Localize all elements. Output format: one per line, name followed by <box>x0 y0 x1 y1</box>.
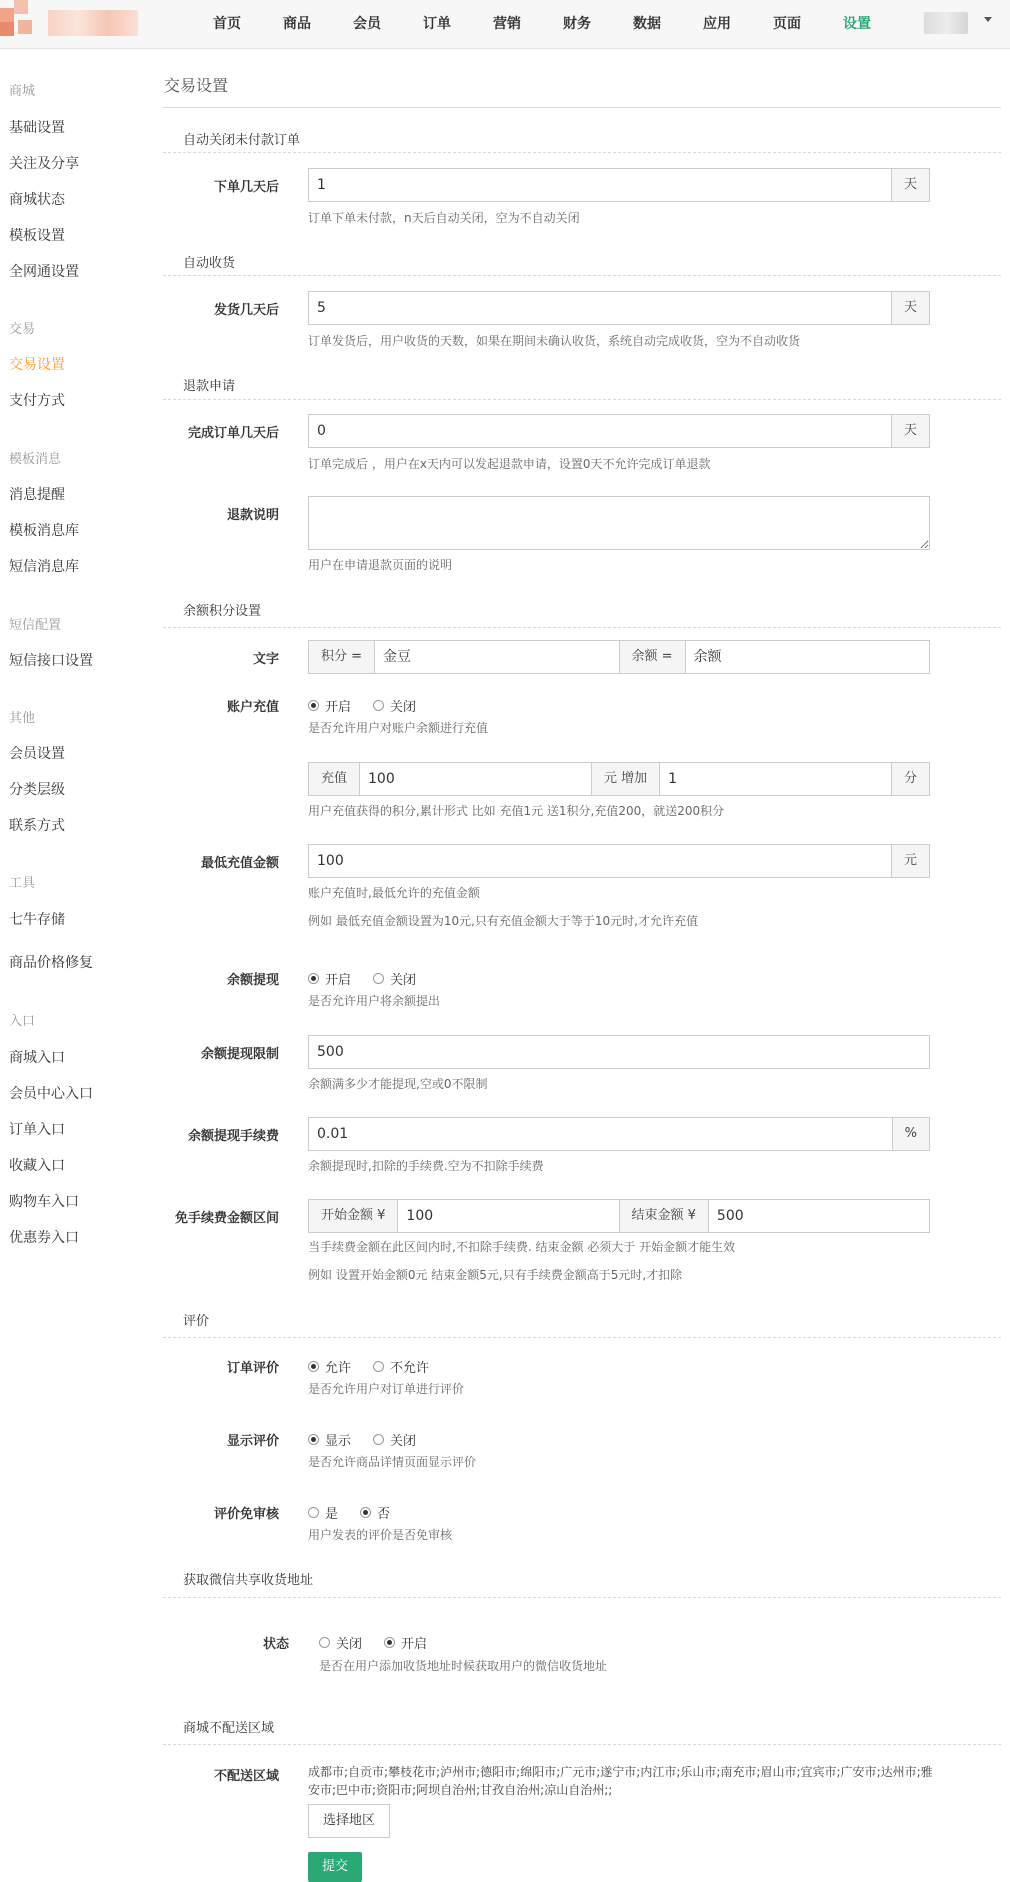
radio-checked-icon[interactable] <box>308 973 319 984</box>
fee-free-range-inputs <box>308 1199 930 1233</box>
radio-option-disable[interactable] <box>373 696 416 715</box>
sidebar-item-cart-entry[interactable]: 购物车入口 <box>9 1194 79 1210</box>
field-label: 显示评价 <box>226 1434 279 1449</box>
input-value[interactable]: 1 <box>317 177 326 193</box>
radio-option-enable[interactable] <box>308 696 351 715</box>
nav-apps[interactable]: 应用 <box>703 16 731 32</box>
nav-finance[interactable]: 财务 <box>563 16 591 32</box>
field-label: 余额提现 <box>226 973 279 988</box>
radio-option-disable[interactable] <box>373 969 416 988</box>
radio-option-yes[interactable] <box>308 1503 338 1522</box>
sidebar-item-favorite-entry[interactable]: 收藏入口 <box>9 1158 65 1174</box>
help-text: 是否在用户添加收货地址时候获取用户的微信收货地址 <box>319 1659 608 1673</box>
radio-option-disallow[interactable] <box>373 1357 429 1376</box>
min-recharge-input[interactable] <box>308 844 930 878</box>
help-text: 是否允许商品详情页面显示评价 <box>308 1455 477 1469</box>
sidebar-item-member[interactable]: 会员设置 <box>9 746 65 762</box>
withdraw-fee-input[interactable] <box>308 1117 930 1151</box>
top-bar <box>0 0 1010 49</box>
unit-addon: 天 <box>891 169 929 201</box>
radio-unchecked-icon[interactable] <box>319 1637 330 1648</box>
help-text: 账户充值时,最低允许的充值金额 <box>308 886 480 900</box>
review-free-audit-radio-group <box>308 1503 412 1522</box>
field-label: 最低充值金额 <box>200 856 279 871</box>
help-text: 余额满多少才能提现,空或0不限制 <box>308 1077 488 1091</box>
field-label: 文字 <box>252 652 279 667</box>
nav-marketing[interactable]: 营销 <box>493 16 521 32</box>
help-text: 例如 最低充值金额设置为10元,只有充值金额大于等于10元时,才允许充值 <box>308 914 698 928</box>
radio-checked-icon[interactable] <box>384 1637 395 1648</box>
section-divider <box>163 627 1001 628</box>
field-label: 订单评价 <box>226 1361 279 1376</box>
sidebar-item-msg-template-lib[interactable]: 模板消息库 <box>9 523 79 539</box>
radio-checked-icon[interactable] <box>308 700 319 711</box>
help-text: 订单下单未付款，n天后自动关闭，空为不自动关闭 <box>308 211 580 225</box>
balance-name-input[interactable]: 余额 <box>693 649 722 665</box>
radio-option-enable[interactable] <box>308 969 351 988</box>
section-heading: 商城不配送区域 <box>183 1721 275 1736</box>
sidebar-item-payment[interactable]: 支付方式 <box>9 393 65 409</box>
radio-option-allow[interactable] <box>308 1357 351 1376</box>
radio-label: 否 <box>377 1507 391 1522</box>
section-divider <box>163 1337 1001 1338</box>
radio-label: 关闭 <box>390 973 417 988</box>
input-prefix: 开始金额 ¥ <box>309 1200 398 1232</box>
section-heading: 自动收货 <box>183 256 236 271</box>
title-divider <box>163 107 1001 108</box>
withdraw-limit-input[interactable] <box>308 1035 930 1069</box>
sidebar-item-coupon-entry[interactable]: 优惠券入口 <box>9 1230 79 1246</box>
sidebar-item-price-fix[interactable]: 商品价格修复 <box>9 955 93 971</box>
sidebar-group-title: 入口 <box>9 1014 36 1029</box>
radio-label: 是 <box>325 1507 339 1522</box>
help-text: 当手续费金额在此区间内时,不扣除手续费. 结束金额 必须大于 开始金额才能生效 <box>308 1240 736 1254</box>
radio-unchecked-icon[interactable] <box>373 1434 384 1445</box>
nav-settings[interactable]: 设置 <box>843 16 871 32</box>
section-divider <box>163 1597 1001 1598</box>
radio-label: 关闭 <box>390 700 417 715</box>
field-label: 免手续费金额区间 <box>174 1211 279 1226</box>
withdraw-radio-group <box>308 969 438 988</box>
currency-text-inputs <box>308 640 930 674</box>
field-label: 发货几天后 <box>213 303 279 318</box>
section-divider <box>163 275 1001 276</box>
input-prefix: 余额 = <box>619 641 686 673</box>
section-heading: 评价 <box>183 1314 210 1329</box>
input-value[interactable]: 0.01 <box>317 1126 349 1142</box>
nav-pages[interactable]: 页面 <box>773 16 801 32</box>
field-label: 账户充值 <box>226 700 279 715</box>
section-divider <box>163 1744 1001 1745</box>
field-label: 状态 <box>262 1637 289 1652</box>
recharge-points-inputs <box>308 762 930 796</box>
help-text: 用户充值获得的积分,累计形式 比如 充值1元 送1积分,充值200，就送200积分 <box>308 804 725 818</box>
wechat-address-radio-group <box>319 1633 449 1652</box>
unit-addon: 天 <box>891 415 929 447</box>
radio-unchecked-icon[interactable] <box>373 973 384 984</box>
radio-checked-icon[interactable] <box>360 1507 371 1518</box>
sidebar-item-allnet[interactable]: 全网通设置 <box>9 264 79 280</box>
sidebar-item-shop-status[interactable]: 商城状态 <box>9 192 65 208</box>
sidebar-item-msg-remind[interactable]: 消息提醒 <box>9 487 65 503</box>
unit-addon: 天 <box>891 292 929 324</box>
radio-option-no[interactable] <box>360 1503 390 1522</box>
radio-checked-icon[interactable] <box>308 1434 319 1445</box>
sidebar-item-contact[interactable]: 联系方式 <box>9 818 65 834</box>
refund-description-textarea[interactable] <box>308 496 930 550</box>
help-text: 例如 设置开始金额0元 结束金额5元,只有手续费金额高于5元时,才扣除 <box>308 1268 683 1282</box>
help-text: 用户发表的评价是否免审核 <box>308 1528 453 1542</box>
input-prefix: 结束金额 ¥ <box>619 1200 709 1232</box>
sidebar-group-title: 工具 <box>9 876 36 891</box>
radio-checked-icon[interactable] <box>308 1361 319 1372</box>
nav-data[interactable]: 数据 <box>633 16 661 32</box>
radio-unchecked-icon[interactable] <box>308 1507 319 1518</box>
radio-label: 显示 <box>325 1434 352 1449</box>
sidebar-item-sms-lib[interactable]: 短信消息库 <box>9 559 79 575</box>
credit-name-input[interactable]: 金豆 <box>383 649 412 665</box>
field-label: 余额提现限制 <box>200 1047 279 1062</box>
nav-member[interactable]: 会员 <box>353 16 381 32</box>
input-value[interactable]: 5 <box>317 300 326 316</box>
recharge-radio-group <box>308 696 438 715</box>
radio-option-hide[interactable] <box>373 1430 416 1449</box>
sidebar-item-template[interactable]: 模板设置 <box>9 228 65 244</box>
sidebar-item-follow-share[interactable]: 关注及分享 <box>9 156 79 172</box>
field-label: 余额提现手续费 <box>187 1129 279 1144</box>
radio-option-off[interactable] <box>319 1633 362 1652</box>
sidebar-item-qiniu[interactable]: 七牛存储 <box>9 912 65 928</box>
avatar <box>924 12 968 34</box>
auto-receive-days-input[interactable] <box>308 291 930 325</box>
sidebar-group-title: 交易 <box>9 322 36 337</box>
section-heading: 自动关闭未付款订单 <box>183 133 301 148</box>
sidebar-item-member-center-entry[interactable]: 会员中心入口 <box>9 1086 93 1102</box>
radio-unchecked-icon[interactable] <box>373 700 384 711</box>
sidebar-item-basic[interactable]: 基础设置 <box>9 120 65 136</box>
sidebar-item-trade-settings[interactable]: 交易设置 <box>9 357 65 373</box>
show-review-radio-group <box>308 1430 438 1449</box>
field-label: 评价免审核 <box>213 1507 279 1522</box>
section-heading: 获取微信共享收货地址 <box>183 1573 314 1588</box>
help-text: 订单发货后，用户收货的天数，如果在期间未确认收货，系统自动完成收货，空为不自动收货 <box>308 334 801 348</box>
submit-button[interactable]: 提交 <box>308 1852 362 1882</box>
field-label: 退款说明 <box>226 508 279 523</box>
help-text: 是否允许用户对订单进行评价 <box>308 1382 465 1396</box>
radio-label: 开启 <box>325 973 352 988</box>
field-label: 不配送区域 <box>213 1769 279 1784</box>
range-start-input[interactable]: 100 <box>406 1208 434 1224</box>
radio-label: 不允许 <box>390 1361 430 1376</box>
section-heading: 退款申请 <box>183 379 236 394</box>
sidebar-group-title: 短信配置 <box>9 618 62 633</box>
field-label: 下单几天后 <box>213 180 279 195</box>
help-text: 订单完成后 ，用户在x天内可以发起退款申请，设置0天不允许完成订单退款 <box>308 457 711 471</box>
logo[interactable] <box>0 0 140 49</box>
range-end-input[interactable]: 500 <box>716 1208 744 1224</box>
recharge-points-input[interactable]: 1 <box>668 771 677 787</box>
recharge-amount-input[interactable]: 100 <box>368 771 395 787</box>
input-value[interactable]: 0 <box>317 423 326 439</box>
input-value[interactable]: 500 <box>317 1044 344 1060</box>
nav-order[interactable]: 订单 <box>423 16 451 32</box>
radio-label: 关闭 <box>336 1637 363 1652</box>
sidebar-group-title: 模板消息 <box>9 452 62 467</box>
refund-days-input[interactable] <box>308 414 930 448</box>
help-text: 余额提现时,扣除的手续费.空为不扣除手续费 <box>308 1159 544 1173</box>
no-delivery-region-list: 成都市;自贡市;攀枝花市;泸州市;德阳市;绵阳市;广元市;遂宁市;内江市;乐山市;南充市;眉山市;宜宾市;广安市;达州市;雅安市;巴中市;资阳市;阿坝自治州;甘孜自治州;凉山自治州;; <box>308 1765 933 1797</box>
sidebar-item-category-level[interactable]: 分类层级 <box>9 782 65 798</box>
radio-label: 允许 <box>325 1361 352 1376</box>
radio-option-on[interactable] <box>384 1633 427 1652</box>
field-label: 完成订单几天后 <box>187 426 279 441</box>
auto-close-days-input[interactable] <box>308 168 930 202</box>
chevron-down-icon <box>984 17 992 22</box>
radio-option-show[interactable] <box>308 1430 351 1449</box>
nav-home[interactable]: 首页 <box>213 16 241 32</box>
page-title: 交易设置 <box>164 76 229 95</box>
input-prefix: 积分 = <box>309 641 375 673</box>
nav-goods[interactable]: 商品 <box>283 16 311 32</box>
sidebar-item-order-entry[interactable]: 订单入口 <box>9 1122 65 1138</box>
radio-unchecked-icon[interactable] <box>373 1361 384 1372</box>
help-text: 用户在申请退款页面的说明 <box>308 558 453 572</box>
radio-label: 关闭 <box>390 1434 417 1449</box>
input-prefix: 充值 <box>309 763 360 795</box>
section-divider <box>163 399 1001 400</box>
help-text: 是否允许用户将余额提出 <box>308 994 441 1008</box>
input-infix: 元 增加 <box>591 763 660 795</box>
sidebar-item-shop-entry[interactable]: 商城入口 <box>9 1050 65 1066</box>
main-nav <box>192 0 892 49</box>
sidebar-group-title: 其他 <box>9 711 36 726</box>
sidebar-item-sms-api[interactable]: 短信接口设置 <box>9 653 93 669</box>
section-divider <box>163 152 1001 153</box>
radio-label: 开启 <box>401 1637 428 1652</box>
order-review-radio-group <box>308 1357 451 1376</box>
radio-label: 开启 <box>325 700 352 715</box>
unit-addon: % <box>892 1118 929 1150</box>
sidebar-group-title: 商城 <box>9 84 36 99</box>
unit-addon: 分 <box>891 763 929 795</box>
section-heading: 余额积分设置 <box>183 604 262 619</box>
input-value[interactable]: 100 <box>317 853 344 869</box>
user-menu[interactable] <box>910 0 1010 49</box>
unit-addon: 元 <box>891 845 929 877</box>
help-text: 是否允许用户对账户余额进行充值 <box>308 721 489 735</box>
select-region-button[interactable]: 选择地区 <box>308 1804 390 1838</box>
